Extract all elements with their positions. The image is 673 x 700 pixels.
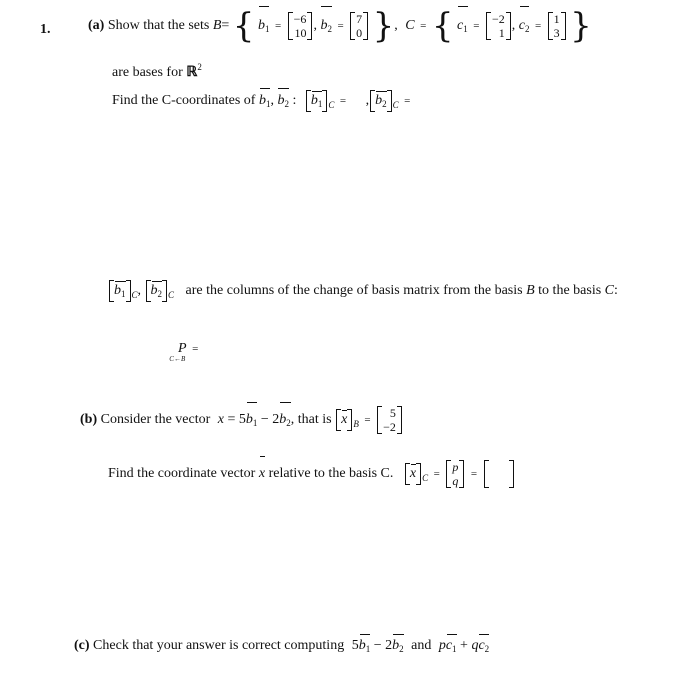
that-is-text: , that is [290,412,332,428]
c2-entry-2: 3 [553,26,560,40]
coefficient-2: 2 [272,412,280,428]
matrix-b2 [350,12,368,40]
part-a-intro: Show that the sets [107,18,210,34]
real-plane-exponent: 2 [197,62,202,72]
p-symbol: P [178,341,187,356]
change-of-basis-line: $b_1$ $_C$, $b_2$ $_C$ are the columns of the change of basis matrix from the basis B to the basis C: [108,278,618,304]
bases-text: are bases for [112,65,183,80]
q-entry: q [452,474,459,488]
part-c-label: (c) [74,638,90,653]
consider-text: Consider the vector [100,412,211,428]
c-coordinates-line: Find the C-coordinates of $b_1$, $b_2$ : $b_1$ $_C$ = , $b_2$ $_C$ = [112,88,412,114]
b1-entry-2: 10 [294,26,307,40]
to-basis-text: to the basis [538,283,602,298]
set-c-name: C [405,18,415,34]
matrix-pq [446,460,464,488]
x-b-entry-2: −2 [383,420,396,434]
c1-entry-1: −2 [491,12,505,26]
change-of-basis-text: are the columns of the change of basis matrix from the basis [185,283,523,298]
c2-entry-1: 1 [553,12,560,26]
find-c-coordinates-text: Find the C-coordinates of [112,93,256,109]
change-of-basis-matrix-label: P C←B = [169,341,199,363]
set-b-name: B [212,18,222,34]
basis-c-ref: C [604,283,615,298]
b2-entry-2: 0 [356,26,363,40]
check-text: Check that your answer is correct computing [93,638,345,653]
p-subscript: C←B [169,355,186,363]
right-brace: } [570,6,592,46]
right-brace: } [372,6,395,46]
p-entry: p [452,460,459,474]
part-b-label: (b) [80,412,98,428]
c1-entry-2: 1 [498,26,505,40]
part-a-label: (a) [88,18,105,34]
left-brace: { [232,6,255,46]
vector-b1: $b_1$ [258,6,270,49]
part-a-sets-line: (a) Show that the sets B= { $b_1$ = −6 10 , $b_2$ = 7 0 }, C = { $c_1$ = −2 1 , $c_2$ = 1 3 } [88,6,592,46]
vector-b2: $b_2$ [320,6,332,49]
matrix-x-b [377,406,402,434]
part-c-line: (c) Check that your answer is correct computing $5b_1 - 2b_2$ and $pc_1 + qc_2$ [74,634,489,658]
part-b-line: (b) Consider the vector $x = 5b_1 - 2b_2$, that is x $_B$ = 5 −2 [80,402,403,438]
matrix-b1 [288,12,313,40]
real-plane-symbol: ℝ [186,65,198,80]
b1-entry-1: −6 [293,12,307,26]
vector-c2: $c_2$ [519,6,530,49]
coefficient-1: 5 [238,412,246,428]
coordinate-vector-line: Find the coordinate vector x relative to the basis C. x $_C$ = p q = [108,456,515,492]
bases-line [112,62,202,81]
b2-entry-1: 7 [356,12,363,26]
x-b-entry-1: 5 [389,406,396,420]
find-coordinate-text: Find the coordinate vector [108,466,256,482]
basis-b-ref: B [526,283,535,298]
vector-c1: $c_1$ [457,6,468,49]
relative-text: relative to the basis C. [268,466,394,482]
and-text: and [411,638,432,653]
problem-number: 1. [40,22,51,37]
left-brace: { [431,6,454,46]
matrix-c2 [548,12,566,40]
matrix-c1 [486,12,511,40]
answer-matrix-empty [484,460,514,488]
